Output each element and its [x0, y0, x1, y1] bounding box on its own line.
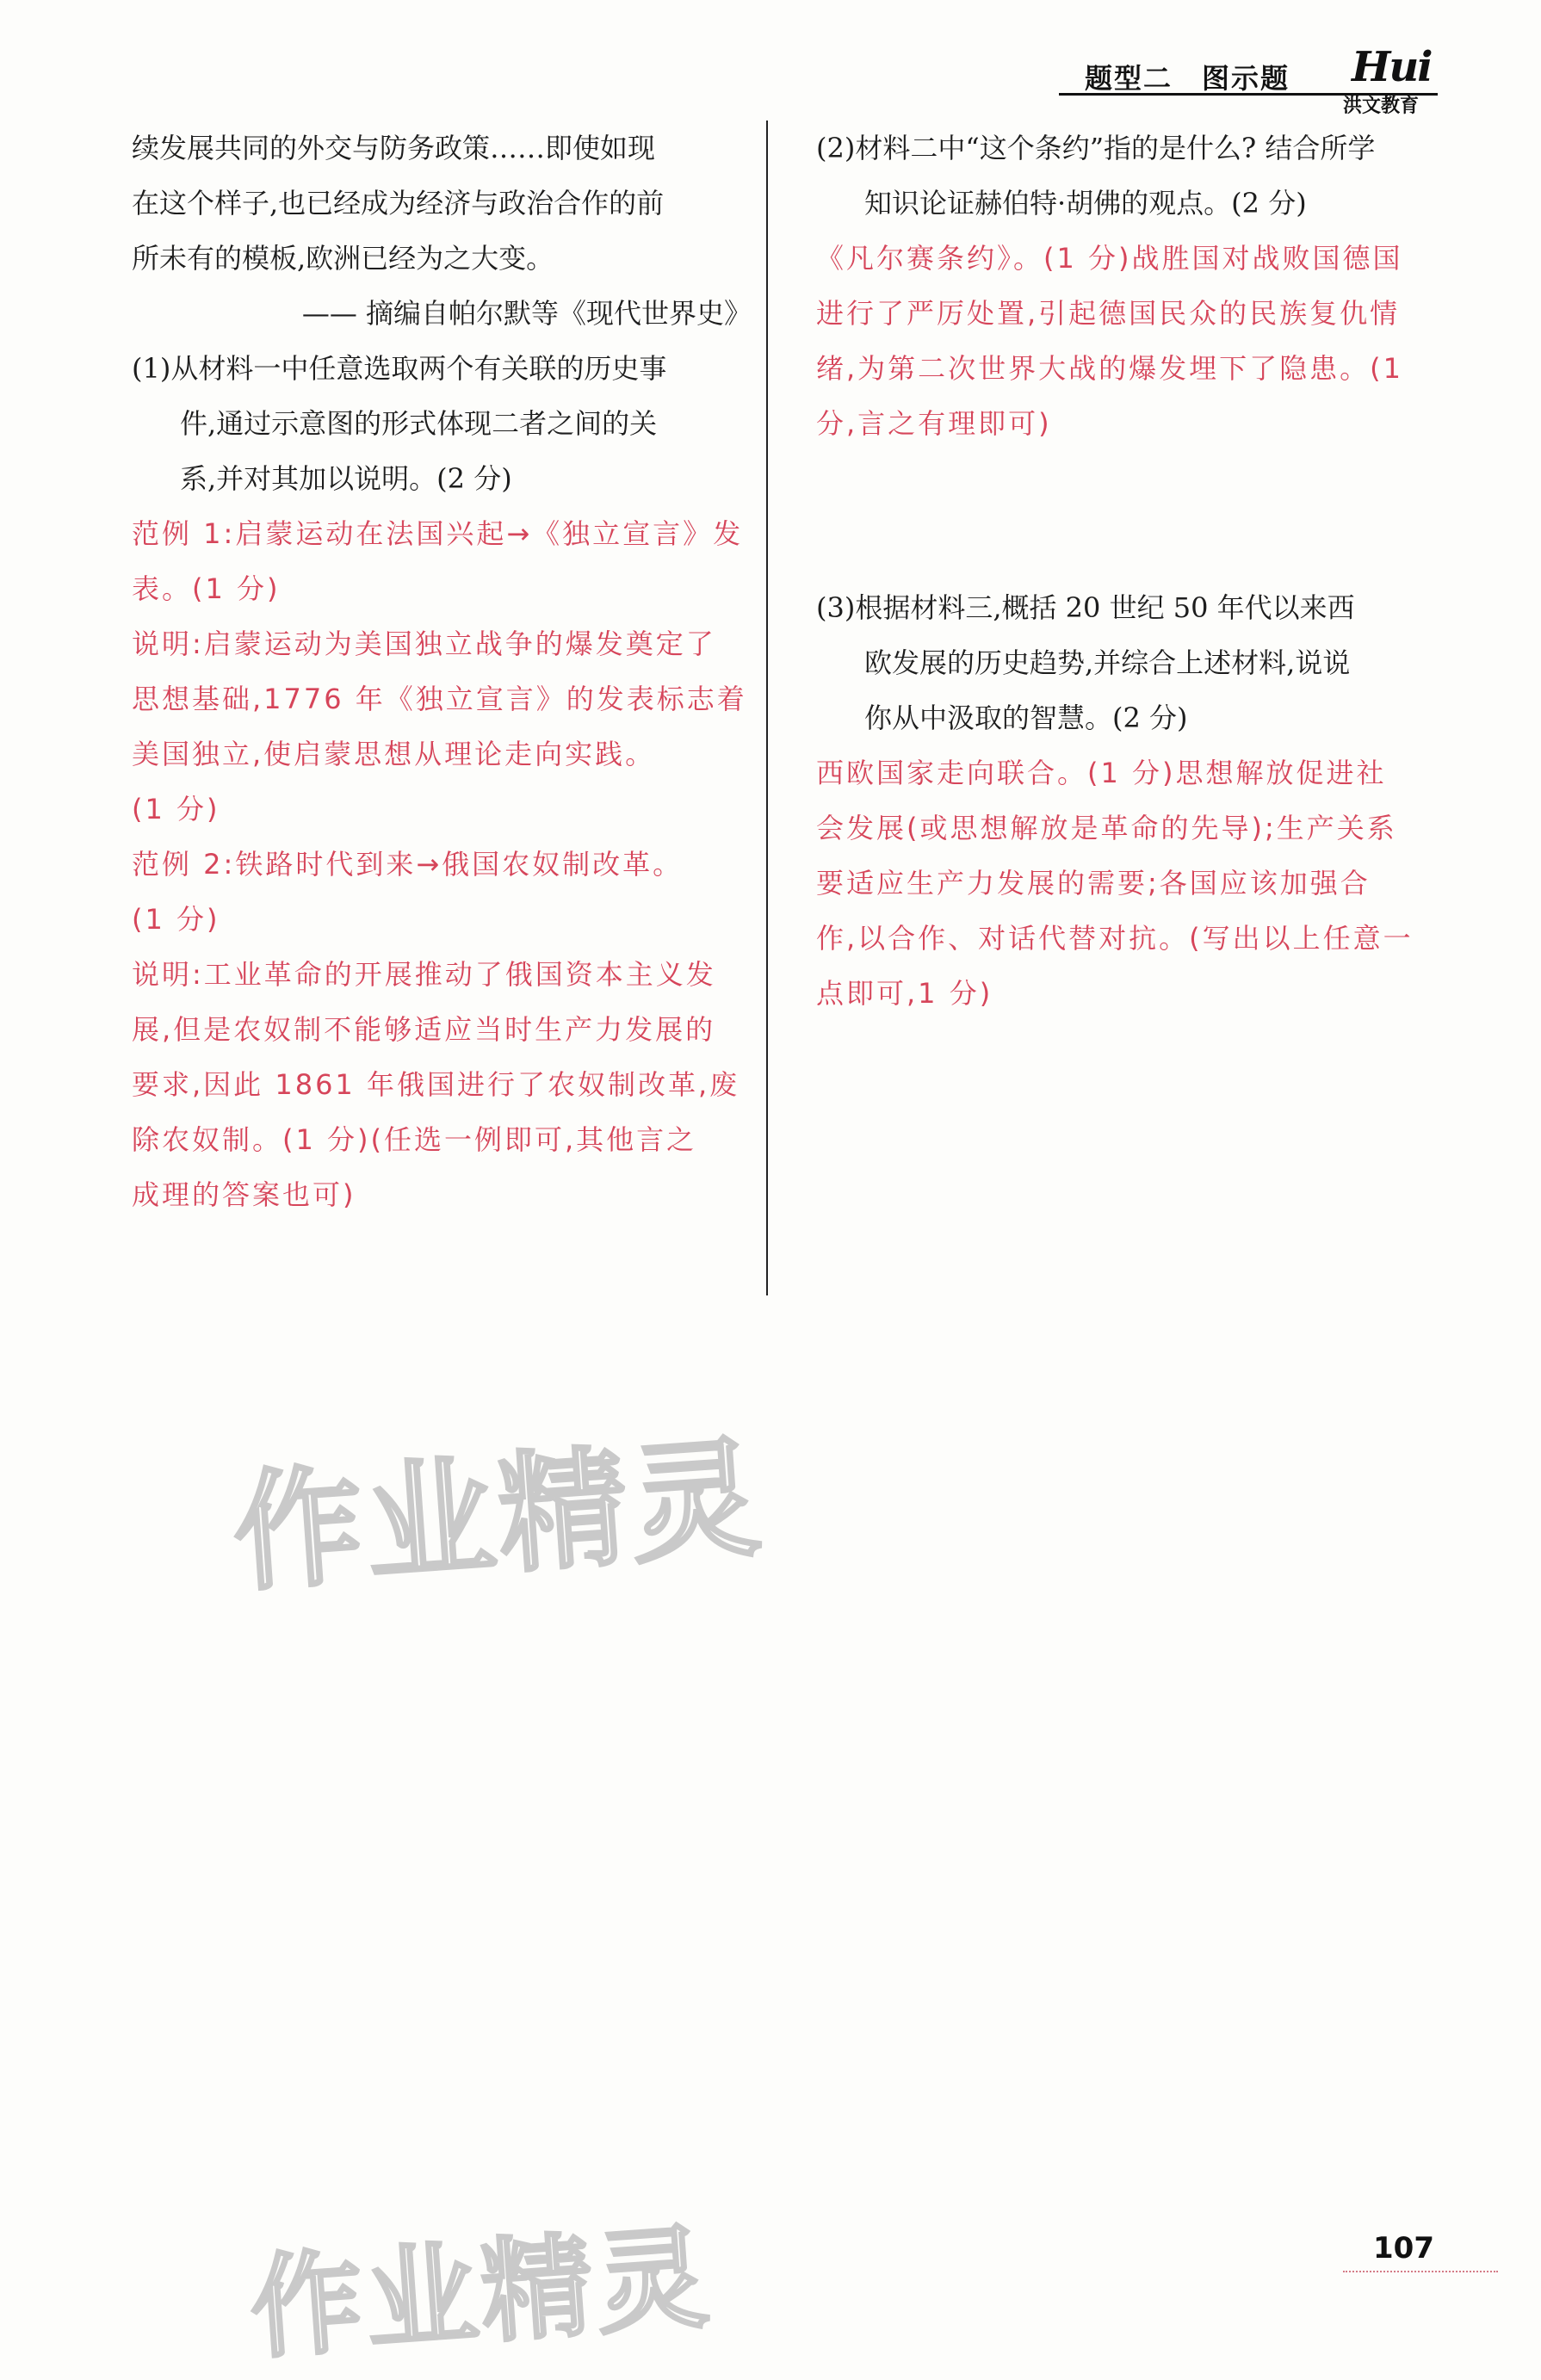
- publisher-logo: [1343, 43, 1455, 117]
- answer-3: 作,以合作、对话代替对抗。(写出以上任意一: [816, 922, 1414, 955]
- question-3: 你从中汲取的智慧。(2 分): [864, 702, 1188, 734]
- question-1: 件,通过示意图的形式体现二者之间的关: [180, 407, 658, 440]
- answer-2: 《凡尔赛条约》。(1 分)战胜国对战败国德国: [816, 242, 1403, 275]
- answer-3: 点即可,1 分): [816, 977, 993, 1010]
- answer-1: 美国独立,使启蒙思想从理论走向实践。: [132, 738, 656, 770]
- column-divider: [766, 121, 768, 1295]
- answer-3: 要适应生产力发展的需要;各国应该加强合: [816, 867, 1371, 899]
- page-number: 107: [1373, 2231, 1434, 2266]
- quote-line: 在这个样子,也已经成为经济与政治合作的前: [132, 187, 665, 219]
- brand-mark: Hui: [1352, 43, 1432, 91]
- answer-1: 说明:工业革命的开展推动了俄国资本主义发: [132, 958, 716, 991]
- question-1: (1)从材料一中任意选取两个有关联的历史事: [132, 352, 667, 385]
- brand-name: 洪文教育: [1343, 96, 1420, 117]
- answer-1: 除农奴制。(1 分)(任选一例即可,其他言之: [132, 1123, 697, 1156]
- answer-1: 展,但是农奴制不能够适应当时生产力发展的: [132, 1013, 716, 1046]
- answer-1: 成理的答案也可): [132, 1178, 356, 1211]
- answer-1: 表。(1 分): [132, 572, 281, 605]
- question-3: 欧发展的历史趋势,并综合上述材料,说说: [864, 646, 1351, 679]
- question-1: 系,并对其加以说明。(2 分): [180, 462, 512, 495]
- section-topic: 题型二 图示题: [1085, 62, 1290, 95]
- answer-1: 范例 1:启蒙运动在法国兴起→《独立宣言》发: [132, 517, 744, 550]
- quote-source: —— 摘编自帕尔默等《现代世界史》: [301, 297, 752, 330]
- question-2: 知识论证赫伯特·胡佛的观点。(2 分): [864, 187, 1307, 219]
- quote-line: 所未有的模板,欧洲已经为之大变。: [132, 242, 554, 275]
- answer-3: 会发展(或思想解放是革命的先导);生产关系: [816, 812, 1397, 844]
- right-column: [816, 121, 1436, 1021]
- page-number-underline: [1343, 2271, 1498, 2272]
- answer-2: 进行了严厉处置,引起德国民众的民族复仇情: [816, 297, 1401, 330]
- answer-1: (1 分): [132, 903, 220, 936]
- page-header: [1050, 41, 1455, 117]
- answer-1: 说明:启蒙运动为美国独立战争的爆发奠定了: [132, 627, 716, 660]
- answer-space: [816, 451, 1436, 580]
- answer-1: (1 分): [132, 793, 220, 825]
- watermark: 作业精灵: [228, 1423, 769, 1610]
- answer-2: 绪,为第二次世界大战的爆发埋下了隐患。(1: [816, 352, 1404, 385]
- answer-1: 范例 2:铁路时代到来→俄国农奴制改革。: [132, 848, 684, 881]
- question-2: (2)材料二中“这个条约”指的是什么? 结合所学: [816, 132, 1376, 164]
- answer-3: 西欧国家走向联合。(1 分)思想解放促进社: [816, 757, 1387, 789]
- watermark: 作业精灵: [246, 2211, 716, 2375]
- answer-1: 思想基础,1776 年《独立宣言》的发表标志着: [132, 683, 747, 715]
- quote-line: 续发展共同的外交与防务政策……即使如现: [132, 132, 656, 164]
- question-3: (3)根据材料三,概括 20 世纪 50 年代以来西: [816, 591, 1355, 624]
- answer-1: 要求,因此 1861 年俄国进行了农奴制改革,废: [132, 1068, 740, 1101]
- left-column: [132, 121, 752, 1222]
- answer-2: 分,言之有理即可): [816, 407, 1052, 440]
